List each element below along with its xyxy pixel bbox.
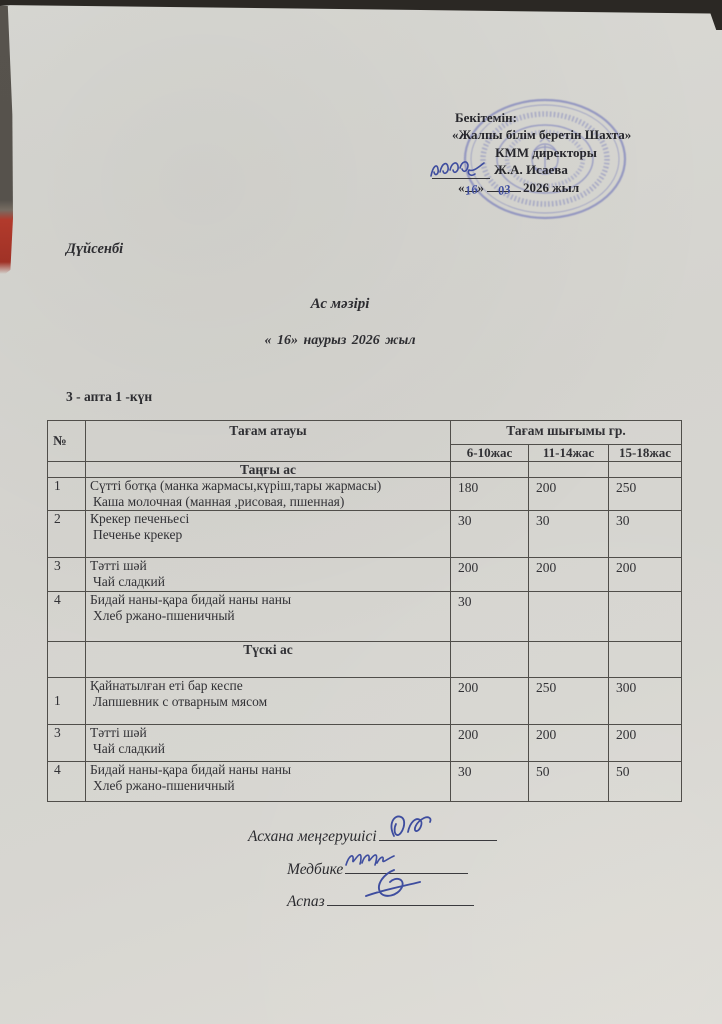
- portion-value: 50: [609, 762, 682, 802]
- canteen-manager-signature: [386, 810, 438, 842]
- dish-row: [48, 678, 682, 725]
- portion-value: 200: [529, 478, 609, 511]
- dish-name: [86, 725, 451, 762]
- portion-value: 250: [529, 678, 609, 725]
- menu-date: « 16» наурыз 2026 жыл: [264, 333, 416, 348]
- quote-open: «: [458, 179, 465, 195]
- dish-name-kk: Қайнатылған еті бар кеспе: [90, 678, 243, 693]
- cook-signature: [360, 866, 424, 906]
- dish-name-ru: Хлеб ржано-пшеничный: [93, 607, 235, 623]
- dish-row: [48, 478, 682, 511]
- table-header-row: [48, 421, 682, 445]
- dish-name-ru: Хлеб ржано-пшеничный: [93, 777, 235, 793]
- menu-title: Ас мәзірі: [310, 296, 370, 312]
- dish-number: 4: [48, 762, 86, 802]
- dish-name-ru: Печенье крекер: [93, 526, 183, 542]
- dish-name: [86, 592, 451, 642]
- dish-name-ru: Чай сладкий: [93, 740, 165, 756]
- menu-section: [48, 642, 682, 802]
- header-age-group: 15-18жас: [609, 445, 682, 462]
- empty-cell: [451, 642, 529, 678]
- empty-cell: [529, 461, 609, 478]
- header-dish-output: Тағам шығымы гр.: [451, 421, 682, 445]
- portion-value: 30: [451, 511, 529, 558]
- portion-value: 30: [529, 511, 609, 558]
- dish-number: 1: [48, 678, 86, 725]
- dish-name-ru: Каша молочная (манная ,рисовая, пшенная): [93, 493, 345, 509]
- empty-cell: [451, 461, 529, 478]
- dish-name-ru: Лапшевник с отварным мясом: [93, 693, 268, 709]
- menu-table: [47, 420, 682, 802]
- portion-value: 200: [451, 678, 529, 725]
- section-title: Түскі ас: [86, 642, 451, 678]
- dish-name: [86, 558, 451, 592]
- portion-value: 200: [529, 725, 609, 762]
- dish-row: [48, 592, 682, 642]
- dish-number: 3: [48, 558, 86, 592]
- portion-value: 180: [451, 478, 529, 511]
- dish-row: [48, 511, 682, 558]
- signature-label: Аспаз: [287, 893, 325, 910]
- dish-name: [86, 478, 451, 511]
- portion-value: 200: [609, 725, 682, 762]
- dish-name-kk: Крекер печеньесі: [90, 511, 190, 526]
- dish-name: [86, 762, 451, 802]
- portion-value: 200: [529, 558, 609, 592]
- portion-value: 200: [451, 725, 529, 762]
- section-row: [48, 642, 682, 678]
- date-month-blank: [487, 179, 521, 198]
- signature-row-canteen-manager: [248, 826, 497, 846]
- quote-close: »: [477, 179, 484, 195]
- dish-row: [48, 725, 682, 762]
- dish-name-kk: Бидай наны-қара бидай наны наны: [90, 762, 292, 777]
- approval-block: [452, 109, 670, 196]
- portion-value: 200: [451, 558, 529, 592]
- portion-value: 200: [609, 558, 682, 592]
- dish-number: 4: [48, 592, 86, 642]
- handwritten-day: 16: [463, 181, 479, 198]
- portion-value: 250: [609, 478, 682, 511]
- dish-name-ru: Чай сладкий: [93, 573, 165, 589]
- portion-value: 30: [609, 511, 682, 558]
- portion-value: [529, 592, 609, 642]
- organization-name: «Жалпы білім беретін Шахта»: [452, 127, 632, 143]
- dish-number: 3: [48, 725, 86, 762]
- dish-name: [86, 511, 451, 558]
- director-role: КММ директоры: [495, 144, 597, 160]
- dish-name: [86, 678, 451, 725]
- dish-name-kk: Тәтті шәй: [90, 558, 147, 573]
- empty-cell: [609, 461, 682, 478]
- week-day-line: 3 - апта 1 -күн: [66, 389, 153, 404]
- signature-label: Медбике: [287, 861, 344, 878]
- section-no-cell: [48, 461, 86, 478]
- approval-year: 2026 жыл: [523, 179, 580, 195]
- dish-number: 1: [48, 478, 86, 511]
- header-age-group: 6-10жас: [451, 445, 529, 462]
- dish-row: [48, 558, 682, 592]
- dish-row: [48, 762, 682, 802]
- dish-name-kk: Тәтті шәй: [90, 725, 147, 740]
- signature-label: Асхана меңгерушісі: [248, 828, 377, 845]
- empty-cell: [609, 642, 682, 678]
- portion-value: 50: [529, 762, 609, 802]
- section-no-cell: [48, 642, 86, 678]
- approval-label: Бекітемін:: [455, 110, 517, 125]
- weekday-label: Дүйсенбі: [66, 241, 124, 257]
- empty-cell: [529, 642, 609, 678]
- handwritten-month: 03: [496, 181, 512, 198]
- dish-name-kk: Сүтті ботқа (манка жармасы,күріш,тары жармасы): [90, 478, 382, 493]
- header-dish-name: Тағам атауы: [86, 421, 451, 462]
- header-age-group: 11-14жас: [529, 445, 609, 462]
- section-title: Таңғы ас: [86, 461, 451, 478]
- portion-value: 30: [451, 762, 529, 802]
- portion-value: 30: [451, 592, 529, 642]
- portion-value: 300: [609, 678, 682, 725]
- director-name: Ж.А. Исаева: [494, 162, 568, 178]
- dish-name-kk: Бидай наны-қара бидай наны наны: [90, 592, 292, 607]
- dish-number: 2: [48, 511, 86, 558]
- section-row: [48, 461, 682, 478]
- menu-section: [48, 461, 682, 642]
- header-no: №: [48, 421, 86, 462]
- director-signature: [429, 158, 491, 182]
- portion-value: [609, 592, 682, 642]
